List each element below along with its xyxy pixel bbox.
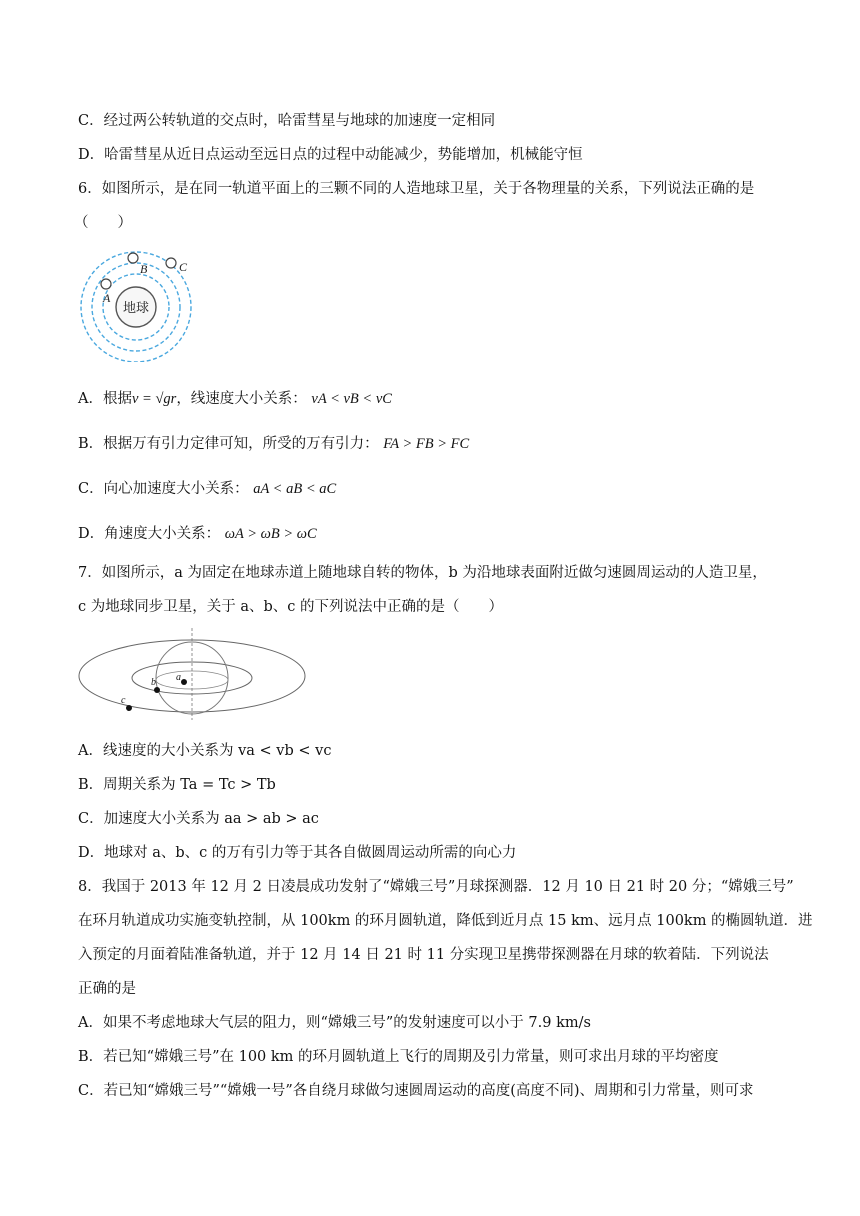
q8-option-c: C．若已知“嫦娥三号”“嫦娥一号”各自绕月球做匀速圆周运动的高度(高度不同)、周期和引力常量，则可求	[78, 1083, 754, 1099]
q6-option-a	[78, 389, 392, 409]
q6-option-c	[78, 479, 336, 499]
q8-option-a: A．如果不考虑地球大气层的阻力，则“嫦娥三号”的发射速度可以小于 7.9 km/s	[78, 1015, 591, 1031]
q8-stem-line1: 8．我国于 2013 年 12 月 2 日凌晨成功发射了“嫦娥三号”月球探测器．12 月 10 日 21 时 20 分；“嫦娥三号”	[78, 879, 794, 895]
q5-option-d: D．哈雷彗星从近日点运动至远日点的过程中动能减少，势能增加，机械能守恒	[78, 147, 583, 163]
q7-orbit-figure	[78, 628, 310, 720]
q8-stem-line4: 正确的是	[78, 981, 136, 997]
satellite-a-label: A	[103, 291, 111, 305]
q6-option-d	[78, 524, 317, 544]
q8-stem-line3: 入预定的月面着陆准备轨道，并于 12 月 14 日 21 时 11 分实现卫星携带探测器在月球的软着陆．下列说法	[78, 947, 769, 963]
q8-option-b: B．若已知“嫦娥三号”在 100 km 的环月圆轨道上飞行的周期及引力常量，则可求出月球的平均密度	[78, 1049, 719, 1065]
q6-option-a-prefix: A．根据	[78, 391, 132, 407]
q6-option-a-mid: ，线速度大小关系：	[176, 391, 307, 407]
q7-option-b: B．周期关系为 Ta = Tc > Tb	[78, 777, 276, 793]
q6-option-b-relation: FA > FB > FC	[383, 436, 470, 452]
q6-stem: 6．如图所示，是在同一轨道平面上的三颗不同的人造地球卫星，关于各物理量的关系，下列说法正确的是	[78, 181, 755, 197]
satellite-a	[101, 279, 111, 289]
q6-option-d-prefix: D．角速度大小关系：	[78, 526, 221, 542]
q6-option-b-prefix: B．根据万有引力定律可知，所受的万有引力：	[78, 436, 379, 452]
q6-option-a-relation: vA < vB < vC	[311, 391, 392, 407]
q6-satellite-orbit-figure	[78, 246, 214, 362]
satellite-b	[128, 253, 138, 263]
earth-label: 地球	[122, 301, 150, 316]
label-a: a	[176, 672, 181, 683]
q5-option-c: C．经过两公转轨道的交点时，哈雷彗星与地球的加速度一定相同	[78, 113, 496, 129]
label-b: b	[151, 677, 156, 688]
q6-option-c-relation: aA < aB < aC	[253, 481, 337, 497]
satellite-c	[166, 258, 176, 268]
q6-option-c-prefix: C．向心加速度大小关系：	[78, 481, 249, 497]
satellite-c-dot	[126, 705, 132, 711]
q6-option-b	[78, 434, 469, 454]
q6-answer-paren: （ ）	[74, 215, 132, 231]
satellite-b-label: B	[140, 262, 148, 276]
satellite-c-label: C	[179, 260, 188, 274]
object-a-dot	[181, 679, 187, 685]
q6-option-a-formula: v = √gr	[131, 391, 177, 407]
q7-option-d: D．地球对 a、b、c 的万有引力等于其各自做圆周运动所需的向心力	[78, 845, 517, 861]
q8-stem-line2: 在环月轨道成功实施变轨控制，从 100km 的环月圆轨道，降低到近月点 15 km、远月点 100km 的椭圆轨道．进	[78, 913, 813, 929]
q7-option-a: A．线速度的大小关系为 va < vb < vc	[78, 743, 332, 759]
label-c: c	[121, 695, 126, 706]
q7-stem-line2: c 为地球同步卫星，关于 a、b、c 的下列说法中正确的是（ ）	[78, 599, 503, 615]
q7-option-c: C．加速度大小关系为 aa > ab > ac	[78, 811, 319, 827]
q6-option-d-relation: ωA > ωB > ωC	[224, 526, 317, 542]
q7-stem-line1: 7．如图所示，a 为固定在地球赤道上随地球自转的物体，b 为沿地球表面附近做匀速圆周运动的人造卫星，	[78, 565, 767, 581]
